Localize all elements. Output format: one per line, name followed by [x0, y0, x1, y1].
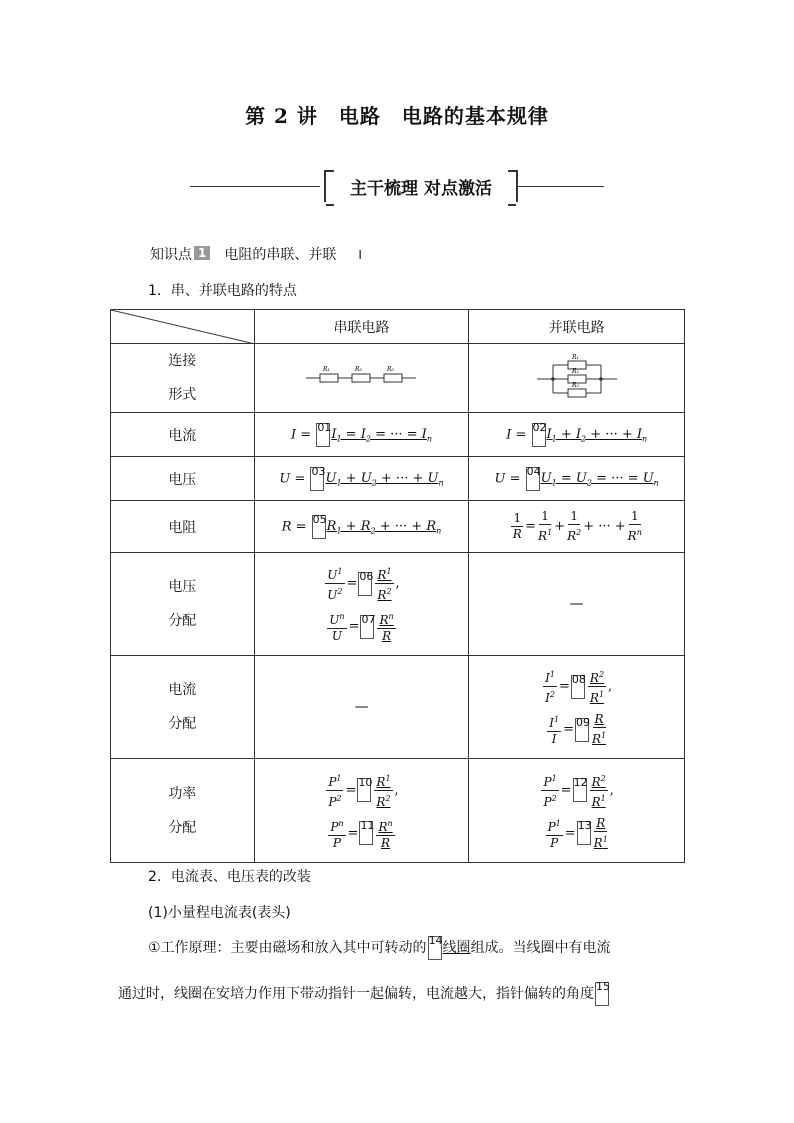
series-circuit-diagram: [254, 344, 469, 413]
banner-rule-right: [518, 186, 604, 187]
answer-blank: 03: [310, 467, 324, 491]
parallel-current-division: $\frac{I^1}{I^2}$ = 08 $\frac{R^2}{R^1}$ , $\frac{I^1}{I}$ = 09 $\frac{R}{R^1}$: [469, 656, 685, 759]
answer-blank: 08: [571, 675, 585, 699]
series-parallel-table: [110, 309, 685, 863]
svg-text:R₁: R₁: [571, 354, 579, 361]
diagonal-line-icon: [111, 310, 255, 344]
answer-blank: 14: [428, 936, 442, 960]
answer-blank: 12: [573, 778, 587, 802]
page-title: 第 2 讲 电路 电路的基本规律: [245, 104, 549, 128]
row-label-voltage-division: 电压 分配: [111, 553, 255, 656]
knowledge-point-heading: [150, 244, 362, 264]
svg-text:R₃: R₃: [571, 382, 579, 389]
svg-text:R₃: R₃: [387, 366, 395, 373]
section-banner: [190, 170, 604, 204]
parallel-resistance-formula: $\frac{1}{R}$ = $\frac{1}{R^1}$ + $\frac{1}{R^2}$ + ··· + $\frac{1}{R^n}$: [469, 501, 685, 553]
series-current-division-dash: —: [254, 656, 469, 759]
subsection-heading: (1)小量程电流表(表头): [148, 905, 291, 921]
answer-blank: 02: [532, 423, 546, 447]
series-resistors-icon: [306, 364, 416, 388]
parallel-current-formula: I = 02 $I_1 + I_2$ + ··· + $I_n$: [469, 413, 685, 457]
row-label-current: 电流: [111, 413, 255, 457]
kp-number-badge: 1: [194, 246, 210, 260]
answer-blank: 15: [595, 982, 609, 1006]
answer-blank: 10: [357, 778, 371, 802]
parallel-power-division: $\frac{P^1}{P^2}$ = 12 $\frac{R^2}{R^1}$ , $\frac{P^1}{P}$ = 13 $\frac{R}{R^1}$: [469, 759, 685, 863]
answer-blank: 13: [577, 821, 591, 845]
row-label-power-division: 功率 分配: [111, 759, 255, 863]
header-parallel: 并联电路: [469, 310, 685, 344]
paragraph-line-1: ①工作原理：主要由磁场和放入其中可转动的 14 线圈组成。当线圈中有电流: [148, 936, 688, 960]
series-power-division: $\frac{P^1}{P^2}$ = 10 $\frac{R^1}{R^2}$ , $\frac{P^n}{P}$ = 11 $\frac{R^n}{R}$: [254, 759, 469, 863]
banner-bracket: [324, 170, 518, 202]
row-label-connection: 连接 形式: [111, 344, 255, 413]
answer-blank: 06: [358, 572, 372, 596]
series-voltage-formula: U = 03 $U_1 + U_2$ + ··· + $U_n$: [254, 457, 469, 501]
section-heading-1: 1．串、并联电路的特点: [148, 283, 297, 299]
header-series: 串联电路: [254, 310, 469, 344]
banner-rule-left: [190, 186, 320, 187]
parallel-circuit-diagram: [469, 344, 685, 413]
header-diagonal-cell: [111, 310, 255, 344]
answer-blank: 01: [316, 423, 330, 447]
series-current-formula: I = 01 $I_1 = I_2$ = ··· = $I_n$: [254, 413, 469, 457]
parallel-voltage-formula: U = 04 $U_1 = U_2$ = ··· = $U_n$: [469, 457, 685, 501]
answer-blank: 07: [360, 615, 374, 639]
svg-text:R₂: R₂: [355, 366, 363, 373]
paragraph-line-2: 通过时，线圈在安培力作用下带动指针一起偏转，电流越大，指针偏转的角度 15: [118, 982, 678, 1006]
answer-blank: 05: [312, 515, 326, 539]
svg-text:R₂: R₂: [571, 368, 579, 375]
parallel-resistors-icon: [537, 353, 617, 399]
row-label-current-division: 电流 分配: [111, 656, 255, 759]
svg-text:R₁: R₁: [323, 366, 331, 373]
parallel-voltage-division-dash: —: [469, 553, 685, 656]
series-resistance-formula: R = 05 $R_1 + R_2$ + ··· + $R_n$: [254, 501, 469, 553]
row-label-voltage: 电压: [111, 457, 255, 501]
row-label-resistance: 电阻: [111, 501, 255, 553]
answer-blank: 11: [359, 821, 373, 845]
banner-text: 主干梳理 对点激活: [350, 179, 492, 199]
answer-blank: 09: [575, 718, 589, 742]
section-heading-2: 2．电流表、电压表的改装: [148, 869, 311, 885]
answer-blank: 04: [526, 467, 540, 491]
kp-prefix: 知识点: [150, 247, 192, 263]
answer-text: 线圈: [442, 940, 471, 956]
kp-topic: 电阻的串联、并联: [224, 247, 337, 263]
series-voltage-division: $\frac{U^1}{U^2}$ = 06 $\frac{R^1}{R^2}$ , $\frac{U^n}{U}$ = 07 $\frac{R^n}{R}$: [254, 553, 469, 656]
kp-level-mark: Ⅰ: [358, 248, 362, 262]
